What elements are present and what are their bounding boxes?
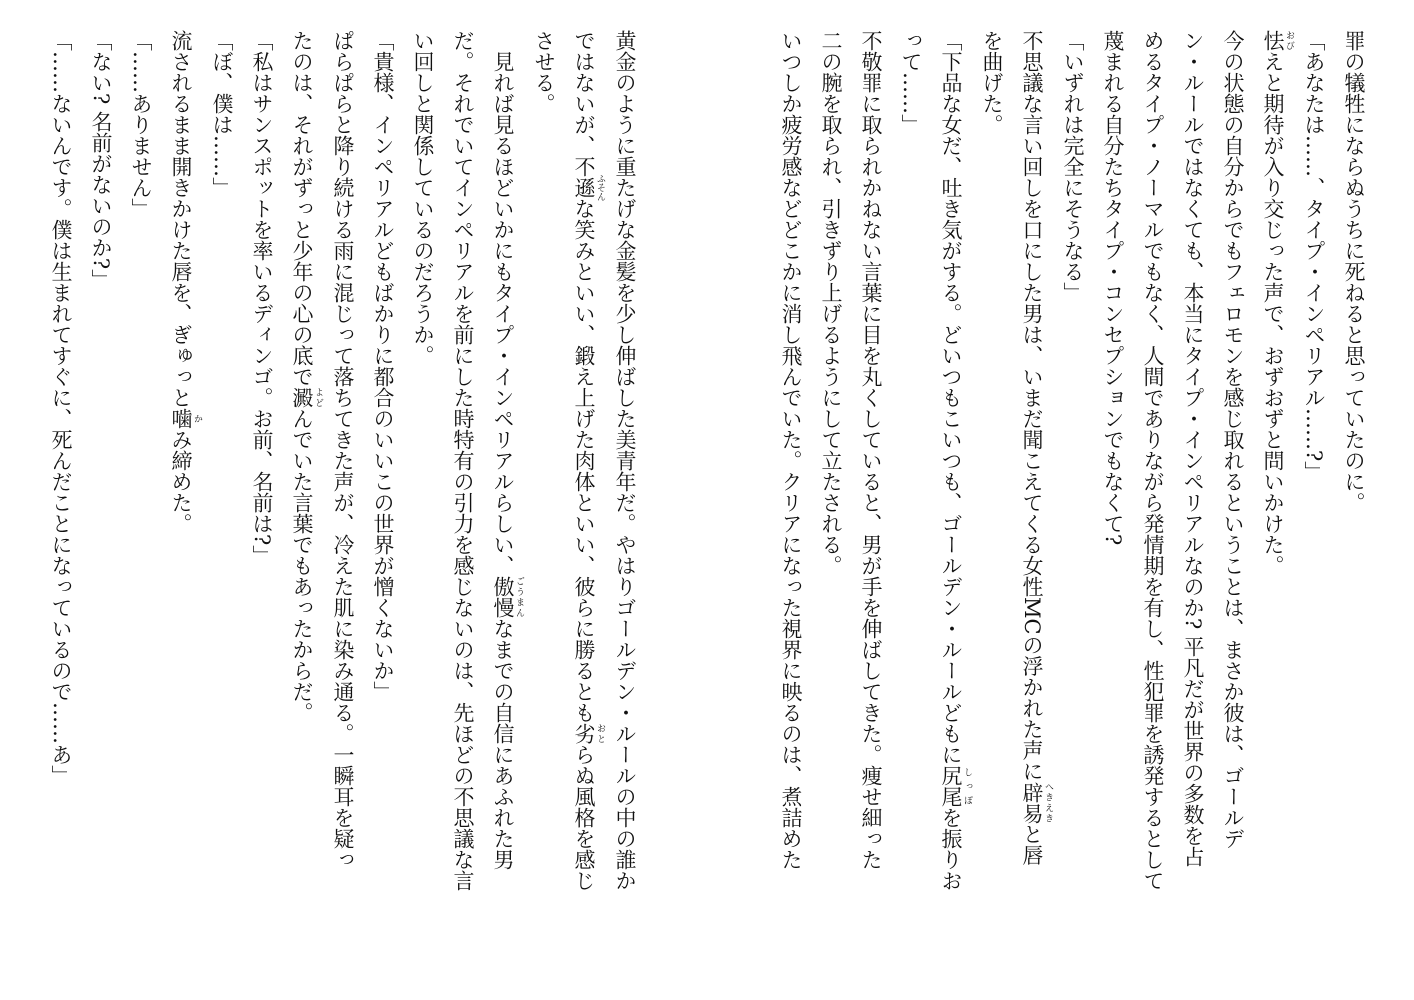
- text-line: い回しと関係しているのだろうか。: [411, 30, 435, 366]
- text-line: 蔑まれる自分たちタイプ・コンセプションでもなくて?: [1101, 30, 1125, 546]
- text-line: ン・ルールではなくても、本当にタイプ・インペリアルなのか? 平凡だが世界の多数を占: [1181, 30, 1205, 867]
- ruby-reading: ごうまん: [514, 576, 524, 618]
- text-line: 「下品な女だ、吐き気がする。どいつもこいつも、ゴールデン・ルールどもに尻尾 しっぽを振りお: [939, 30, 972, 891]
- ruby-base: 澱: [290, 387, 314, 408]
- text-line: 見れば見るほどいかにもタイプ・インペリアルらしい、傲慢 ごうまんなまでの自信にあふれた男: [491, 30, 524, 870]
- text-line: 「私はサンスポットを率いるディンゴ。お前、名前は?」: [250, 30, 274, 567]
- text-line: って……」: [899, 30, 923, 135]
- left-page-text: [41, 30, 645, 970]
- right-page: [707, 0, 1414, 1000]
- text-line: だ。それでいてインペリアルを前にした時特有の引力を感じないのは、先ほどの不思議な言: [451, 30, 475, 891]
- text-line: めるタイプ・ノーマルでもなく、人間でありながら発情期を有し、性犯罪を誘発するとして: [1141, 30, 1165, 891]
- ruby-base: 噛: [169, 408, 193, 429]
- text-line: させる。: [532, 30, 556, 114]
- text-line: ぱらぱらと降り続ける雨に混じって落ちてきた声が、冷えた肌に染み通る。一瞬耳を疑っ: [331, 30, 355, 870]
- ruby-base: 怯: [1261, 30, 1285, 51]
- text-line: 怯 おびえと期待が入り交じった声で、おずおずと問いかけた。: [1261, 30, 1294, 576]
- text-line: たのは、それがずっと少年の心の底で澱 よどんでいた言葉でもあったからだ。: [290, 30, 323, 723]
- text-line: 「いずれは完全にそうなる」: [1061, 30, 1085, 303]
- text-line: 「ない? 名前がないのか?」: [89, 30, 113, 291]
- text-line: 二の腕を取られ、引きずり上げるようにして立たされる。: [819, 30, 843, 576]
- text-line: 今の状態の自分からでもフェロモンを感じ取れるということは、まさか彼は、ゴールデ: [1221, 30, 1245, 849]
- ruby-reading: へきえき: [1043, 781, 1053, 824]
- ruby-reading: ふそん: [595, 174, 605, 201]
- ruby-reading: おと: [595, 723, 605, 744]
- ruby-base: 遜: [572, 174, 596, 201]
- text-line: を曲げた。: [980, 30, 1004, 135]
- ruby-base: 劣: [572, 723, 596, 744]
- text-line: 不敬罪に取られかねない言葉に目を丸くしていると、男が手を伸ばしてきた。痩せ細った: [859, 30, 883, 870]
- ruby-reading: よど: [313, 387, 323, 408]
- text-line: 「……ないんです。僕は生まれてすぐに、死んだことになっているので……あ」: [49, 30, 73, 786]
- ruby-reading: か: [192, 408, 202, 429]
- right-page-text: [771, 30, 1374, 970]
- text-line: いつしか疲労感などどこかに消し飛んでいた。クリアになった視界に映るのは、煮詰めた: [779, 30, 803, 870]
- ruby-base: 傲慢: [491, 576, 515, 618]
- text-line: ではないが、不遜 ふそんな笑みといい、鍛え上げた肉体といい、彼らに勝るとも劣 おとらぬ風格を感じ: [572, 30, 605, 891]
- text-line: 流されるまま開きかけた唇を、ぎゅっと噛 かみ締めた。: [169, 30, 202, 534]
- text-line: 不思議な言い回しを口にした男は、いまだ聞こえてくる女性MCの浮かれた声に辟易 へきえきと唇: [1020, 30, 1053, 866]
- text-line: 「ぼ、僕は……」: [210, 30, 234, 198]
- text-line: 罪の犠牲にならぬうちに死ねると思っていたのに。: [1342, 30, 1366, 513]
- ruby-reading: おび: [1284, 30, 1294, 51]
- ruby-base: 辟易: [1020, 781, 1044, 824]
- ruby-reading: しっぽ: [962, 765, 972, 807]
- text-line: 黄金のように重たげな金髪を少し伸ばした美青年だ。やはりゴールデン・ルールの中の誰か: [613, 30, 637, 891]
- ruby-base: 尻尾: [939, 765, 963, 807]
- text-line: 「あなたは……、タイプ・インペリアル……?」: [1302, 30, 1326, 483]
- text-line: 「貴様、インペリアルどもばかりに都合のいいこの世界が憎くないか」: [371, 30, 395, 702]
- text-line: 「……ありません」: [129, 30, 153, 219]
